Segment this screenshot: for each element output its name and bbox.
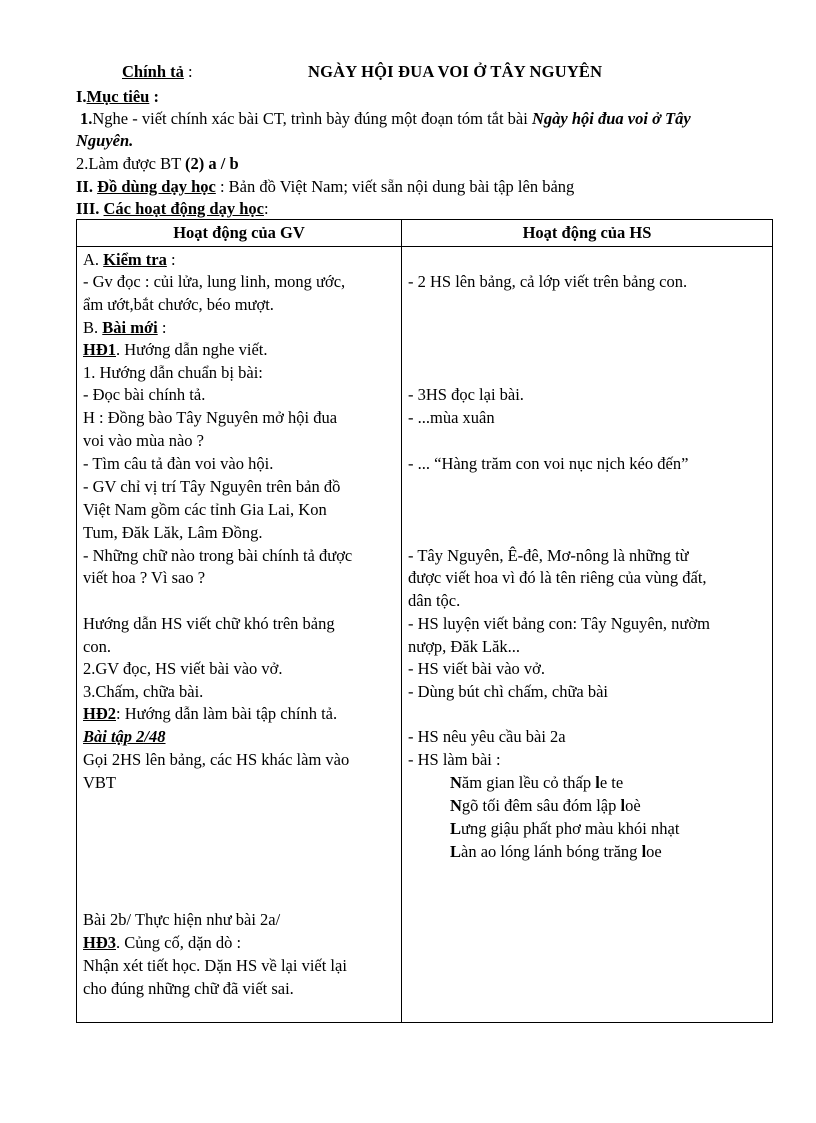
gv-line: - Những chữ nào trong bài chính tả được	[83, 546, 353, 565]
student-activities-cell	[402, 247, 773, 1023]
poem-line: Năm gian lều cỏ thấp le te	[450, 773, 624, 792]
gv-line: Bài 2b/ Thực hiện như bài 2a/	[83, 910, 281, 929]
hs-line: - Tây Nguyên, Ê-đê, Mơ-nông là những từ	[408, 546, 689, 565]
poem-line: Ngõ tối đêm sâu đóm lập loè	[450, 796, 641, 815]
gv-line: Việt Nam gồm các tỉnh Gia Lai, Kon	[83, 500, 327, 519]
hs-line: nượp, Đăk Lăk...	[408, 637, 521, 656]
gv-hd2: HĐ2: Hướng dẫn làm bài tập chính tả.	[83, 704, 338, 723]
hs-line: được viết hoa vì đó là tên riêng của vùng đất,	[408, 568, 707, 587]
gv-line: - Tìm câu tả đàn voi vào hội.	[83, 454, 274, 473]
gv-line: 1. Hướng dẫn chuẩn bị bài:	[83, 363, 263, 382]
hs-line: - 3HS đọc lại bài.	[408, 385, 524, 404]
hs-line: - ...mùa xuân	[408, 408, 495, 427]
gv-section-b: B. Bài mới :	[83, 318, 167, 337]
gv-line: viết hoa ? Vì sao ?	[83, 568, 206, 587]
gv-line: 2.GV đọc, HS viết bài vào vở.	[83, 659, 283, 678]
document-header	[0, 62, 816, 84]
poem-line: Lưng giậu phất phơ màu khói nhạt	[450, 819, 680, 838]
gv-line: 3.Chấm, chữa bài.	[83, 682, 204, 701]
objectives-heading: I.Mục tiêu :	[76, 87, 159, 106]
gv-line: VBT	[83, 773, 116, 792]
gv-exercise-label: Bài tập 2/48	[83, 727, 166, 746]
gv-line: Nhận xét tiết học. Dặn HS về lại viết lại	[83, 956, 347, 975]
hs-line: - ... “Hàng trăm con voi nục nịch kéo đến”	[408, 454, 689, 473]
hs-line: - HS viết bài vào vở.	[408, 659, 546, 678]
activities-table	[76, 219, 773, 1023]
gv-line: Hướng dẫn HS viết chữ khó trên bảng	[83, 614, 335, 633]
gv-line: con.	[83, 637, 111, 656]
gv-line: Gọi 2HS lên bảng, các HS khác làm vào	[83, 750, 350, 769]
gv-line: cho đúng những chữ đã viết sai.	[83, 979, 294, 998]
gv-line: - GV chỉ vị trí Tây Nguyên trên bản đồ	[83, 477, 341, 496]
materials-line: II. Đồ dùng dạy học : Bản đồ Việt Nam; viết sẵn nội dung bài tập lên bảng	[76, 177, 575, 196]
gv-line: Tum, Đăk Lăk, Lâm Đồng.	[83, 523, 263, 542]
activities-heading: III. Các hoạt động dạy học:	[76, 199, 269, 218]
gv-hd1: HĐ1. Hướng dẫn nghe viết.	[83, 340, 268, 359]
objective-2: 2.Làm được BT (2) a / b	[76, 154, 239, 173]
column-header-teacher: Hoạt động của GV	[77, 220, 402, 247]
objective-1-continued: Nguyên.	[76, 131, 134, 150]
gv-line: voi vào mùa nào ?	[83, 431, 204, 450]
objective-1: 1.Nghe - viết chính xác bài CT, trình bày đúng một đoạn tóm tắt bài Ngày hội đua voi ở Tây	[80, 109, 691, 128]
gv-line: - Đọc bài chính tả.	[83, 385, 206, 404]
gv-line: ẩm ướt,bắt chước, béo mượt.	[83, 295, 274, 314]
gv-section-a: A. Kiểm tra :	[83, 250, 176, 269]
subject-label: Chính tả :	[122, 62, 193, 81]
hs-line: - HS nêu yêu cầu bài 2a	[408, 727, 566, 746]
hs-line: - HS luyện viết bảng con: Tây Nguyên, nườm	[408, 614, 710, 633]
teacher-activities-cell	[77, 247, 402, 1023]
hs-line: - Dùng bút chì chấm, chữa bài	[408, 682, 609, 701]
gv-hd3: HĐ3. Củng cố, dặn dò :	[83, 933, 242, 952]
gv-line: H : Đồng bào Tây Nguyên mở hội đua	[83, 408, 338, 427]
hs-line: - HS làm bài :	[408, 750, 501, 769]
hs-line: dân tộc.	[408, 591, 461, 610]
column-header-students: Hoạt động của HS	[402, 220, 773, 247]
poem-line: Làn ao lóng lánh bóng trăng loe	[450, 842, 662, 861]
gv-line: - Gv đọc : củi lửa, lung linh, mong ước,	[83, 272, 346, 291]
hs-line: - 2 HS lên bảng, cả lớp viết trên bảng con.	[408, 272, 688, 291]
lesson-title: NGÀY HỘI ĐUA VOI Ở TÂY NGUYÊN	[308, 62, 603, 81]
